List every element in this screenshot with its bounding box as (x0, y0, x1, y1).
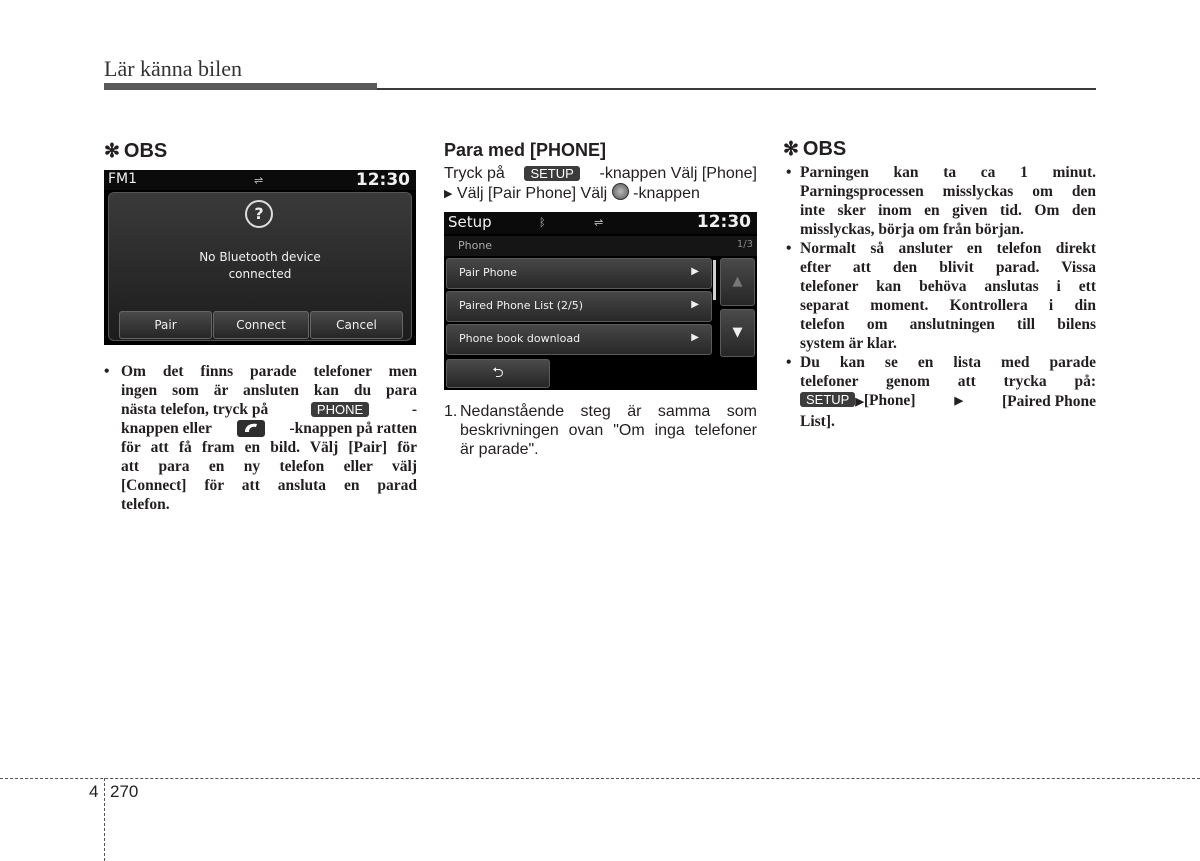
menu-item-label: Paired Phone List (2/5) (459, 299, 584, 312)
screen-time: 12:30 (355, 170, 410, 190)
instruction-line2-post: -knappen (633, 185, 700, 202)
bullet-dot: • (786, 164, 792, 181)
question-icon: ? (245, 200, 273, 228)
note-line: Parningsprocessen misslyckas om den (800, 183, 1096, 200)
note-line: Normalt så ansluter en telefon direkt (800, 240, 1096, 257)
back-button[interactable]: ⮌ (446, 359, 550, 388)
obs-label: OBS (123, 140, 168, 162)
instruction-pre: Tryck på (444, 165, 505, 182)
note-line: telefon om anslutningen till bilens (800, 316, 1096, 333)
obs-star-icon: ✻ (104, 141, 120, 162)
bullet-dot: • (104, 363, 110, 380)
chevron-right-icon: ▶ (691, 332, 699, 343)
arrow-icon: ▶ (954, 395, 963, 407)
scroll-down-button[interactable]: ▼ (720, 309, 755, 357)
note-line: [Paired Phone (1001, 393, 1096, 410)
scrollbar-thumb[interactable] (713, 260, 716, 300)
setup-status-bar (444, 212, 757, 234)
setup-subheader (444, 236, 757, 256)
arrow-icon: ▶ (444, 188, 453, 200)
text-line: nästa telefon, tryck på (121, 401, 269, 418)
cancel-button[interactable]: Cancel (310, 311, 403, 339)
pairing-heading: Para med [PHONE] (444, 140, 607, 160)
menu-item-paired-phone-list[interactable] (446, 291, 712, 322)
note-line: Parningen kan ta ca 1 minut. (800, 164, 1096, 181)
note-line: efter att den blivit parad. Vissa (800, 259, 1096, 276)
bullet-dot: • (786, 240, 792, 257)
text-line: ingen som är ansluten kan du para (121, 382, 417, 399)
header-rule-thin (377, 88, 1096, 90)
setup-button-label: SETUP (524, 166, 579, 181)
pairing-note (444, 402, 757, 459)
usb-icon: ⇌ (594, 216, 604, 229)
text-line: Om det finns parade telefoner men (121, 363, 417, 380)
pair-button[interactable]: Pair (119, 311, 212, 339)
chapter-number: 4 (89, 782, 99, 801)
knob-icon (612, 183, 629, 200)
left-bullet-text (104, 362, 417, 514)
section-title: Lär känna bilen (104, 56, 243, 81)
chevron-right-icon: ▶ (691, 299, 699, 310)
note-line: inte sker inom en given tid. Om den (800, 202, 1096, 219)
note-line: beskrivningen ovan "Om inga telefoner (460, 422, 757, 439)
arrow-icon: ▶ (855, 396, 864, 408)
no-device-screen (104, 170, 416, 345)
note-line: misslyckas, börja om från början. (800, 221, 1024, 238)
note-line: Du kan se en lista med parade (800, 354, 1096, 371)
bluetooth-dialog (108, 192, 412, 341)
left-obs-heading (104, 140, 167, 163)
setup-screen (444, 212, 757, 390)
text-line: [Connect] för att ansluta en parad (121, 477, 417, 494)
connect-button[interactable]: Connect (213, 311, 309, 339)
footer-dashed-rule (0, 778, 1200, 779)
note-line: List]. (800, 413, 835, 430)
note-line: är parade". (460, 441, 539, 458)
phone-call-icon (237, 420, 265, 437)
instruction-line2-pre: Välj [Pair Phone] Välj (456, 185, 608, 202)
screen-source: FM1 (108, 171, 138, 187)
dialog-message-line1: No Bluetooth device (199, 250, 321, 264)
obs-star-icon: ✻ (783, 139, 799, 160)
menu-item-label: Phone book download (459, 332, 581, 345)
pairing-instructions (444, 164, 757, 204)
note-line: separat moment. Kontrollera i din (800, 297, 1096, 314)
menu-item-phone-book-download[interactable] (446, 324, 712, 355)
text-line: knappen eller (121, 420, 212, 437)
setup-page-indicator: 1/3 (736, 239, 753, 250)
instruction-post: -knappen Välj [Phone] (599, 165, 757, 182)
note-line: Nedanstående steg är samma som (460, 403, 757, 420)
usb-icon: ⇌ (254, 174, 264, 187)
note-line: telefoner kan behöva anslutas i ett (800, 278, 1096, 295)
scroll-up-button[interactable]: ▲ (720, 258, 755, 306)
dialog-message-line2: connected (228, 267, 292, 281)
chevron-right-icon: ▶ (691, 266, 699, 277)
page-number: 270 (110, 782, 139, 801)
note-line: [Phone] (863, 392, 916, 409)
note-item (783, 353, 1096, 431)
note-number: 1. (444, 403, 458, 420)
header-rule-thick (104, 83, 377, 90)
right-obs-heading (783, 138, 846, 161)
note-item (783, 163, 1096, 239)
setup-time: 12:30 (696, 212, 751, 232)
note-item (783, 239, 1096, 353)
text-line: -knappen på ratten (289, 420, 417, 437)
phone-button-label: PHONE (311, 402, 369, 417)
setup-button-label: SETUP (800, 392, 855, 407)
menu-item-pair-phone[interactable] (446, 258, 712, 289)
bullet-dot: • (786, 354, 792, 371)
menu-item-label: Pair Phone (459, 266, 518, 279)
obs-label: OBS (802, 138, 847, 160)
bluetooth-icon: ᛒ (539, 216, 546, 229)
text-line: för att få fram en bild. Välj [Pair] för (121, 439, 417, 456)
text-line: att para en ny telefon eller välj (121, 458, 417, 475)
screen-status-bar (104, 170, 416, 190)
note-line: telefoner genom att trycka på: (800, 373, 1096, 390)
setup-subtitle: Phone (458, 239, 493, 252)
text-line: telefon. (121, 496, 170, 513)
setup-title: Setup (448, 213, 492, 231)
text-dash: - (411, 401, 417, 418)
note-line: system är klar. (800, 335, 897, 352)
right-notes (783, 163, 1096, 431)
footer-dashed-divider (104, 778, 105, 861)
